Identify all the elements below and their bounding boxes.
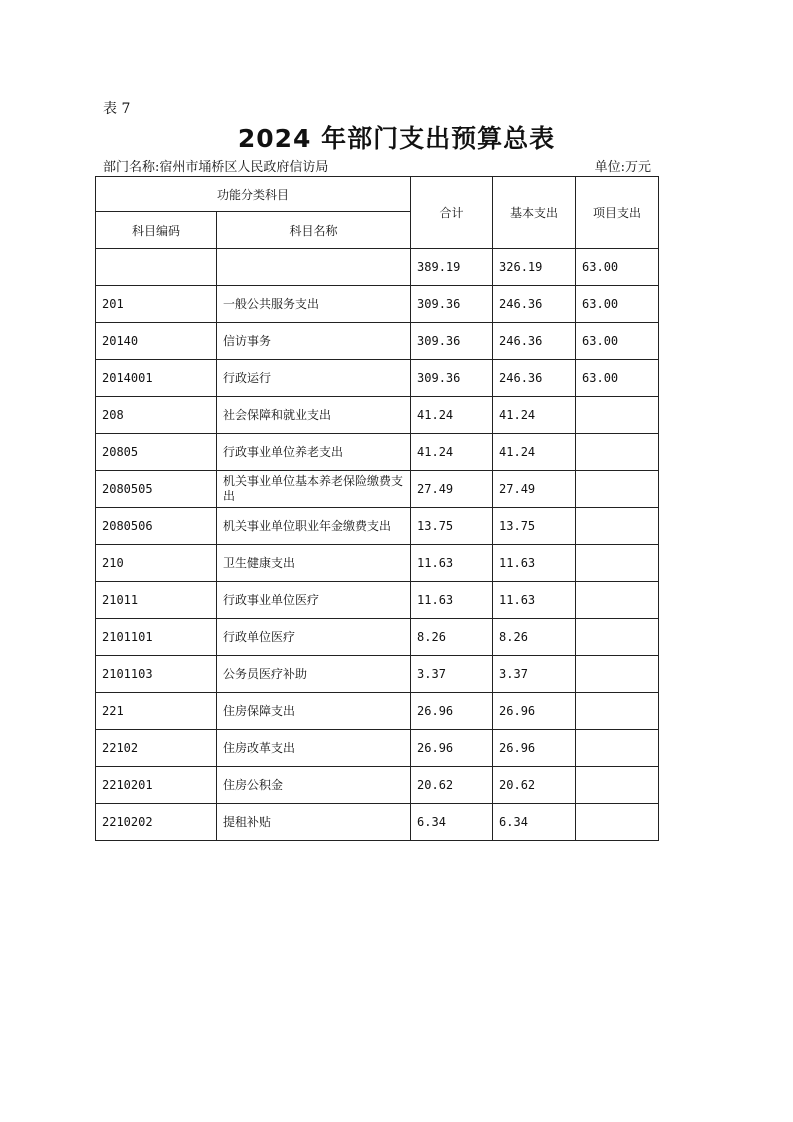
cell-subject-name: 住房保障支出 <box>217 693 411 730</box>
header-subject-name: 科目名称 <box>217 212 411 249</box>
cell-total: 27.49 <box>411 471 493 508</box>
cell-subject-code: 2210202 <box>96 804 217 841</box>
cell-subject-code: 2014001 <box>96 360 217 397</box>
cell-subject-name: 行政运行 <box>217 360 411 397</box>
cell-basic-expenditure: 326.19 <box>493 249 576 286</box>
cell-subject-code: 210 <box>96 545 217 582</box>
table-row <box>96 434 659 471</box>
cell-project-expenditure <box>576 656 659 693</box>
table-row <box>96 508 659 545</box>
unit-label: 单位:万元 <box>594 160 651 175</box>
cell-basic-expenditure: 246.36 <box>493 286 576 323</box>
cell-project-expenditure <box>576 804 659 841</box>
table-row <box>96 249 659 286</box>
table-row <box>96 730 659 767</box>
cell-subject-name: 信访事务 <box>217 323 411 360</box>
table-row <box>96 323 659 360</box>
cell-subject-name: 社会保障和就业支出 <box>217 397 411 434</box>
cell-subject-code: 221 <box>96 693 217 730</box>
cell-subject-code: 2101103 <box>96 656 217 693</box>
cell-total: 11.63 <box>411 545 493 582</box>
header-project-expenditure: 项目支出 <box>576 177 659 249</box>
cell-total: 20.62 <box>411 767 493 804</box>
cell-total: 8.26 <box>411 619 493 656</box>
cell-total: 389.19 <box>411 249 493 286</box>
cell-subject-name: 提租补贴 <box>217 804 411 841</box>
cell-project-expenditure <box>576 434 659 471</box>
table-row <box>96 471 659 508</box>
cell-basic-expenditure: 41.24 <box>493 397 576 434</box>
cell-project-expenditure <box>576 397 659 434</box>
cell-basic-expenditure: 11.63 <box>493 545 576 582</box>
cell-project-expenditure <box>576 508 659 545</box>
cell-basic-expenditure: 26.96 <box>493 730 576 767</box>
table-number: 表 7 <box>103 101 131 117</box>
cell-subject-code: 2080505 <box>96 471 217 508</box>
cell-project-expenditure <box>576 619 659 656</box>
cell-subject-name: 公务员医疗补助 <box>217 656 411 693</box>
cell-basic-expenditure: 3.37 <box>493 656 576 693</box>
cell-total: 309.36 <box>411 323 493 360</box>
table-row <box>96 360 659 397</box>
budget-table <box>95 176 659 841</box>
cell-basic-expenditure: 11.63 <box>493 582 576 619</box>
cell-subject-code: 20805 <box>96 434 217 471</box>
cell-basic-expenditure: 13.75 <box>493 508 576 545</box>
cell-subject-code: 21011 <box>96 582 217 619</box>
cell-basic-expenditure: 8.26 <box>493 619 576 656</box>
table-row <box>96 767 659 804</box>
cell-total: 41.24 <box>411 434 493 471</box>
cell-subject-name: 卫生健康支出 <box>217 545 411 582</box>
cell-total: 309.36 <box>411 360 493 397</box>
cell-basic-expenditure: 246.36 <box>493 360 576 397</box>
header-basic-expenditure: 基本支出 <box>493 177 576 249</box>
cell-total: 6.34 <box>411 804 493 841</box>
cell-subject-name: 住房改革支出 <box>217 730 411 767</box>
header-subject-code: 科目编码 <box>96 212 217 249</box>
cell-subject-name: 机关事业单位职业年金缴费支出 <box>217 508 411 545</box>
cell-total: 3.37 <box>411 656 493 693</box>
cell-subject-name: 行政事业单位医疗 <box>217 582 411 619</box>
budget-table-body <box>96 249 659 841</box>
cell-project-expenditure: 63.00 <box>576 360 659 397</box>
cell-project-expenditure <box>576 582 659 619</box>
cell-total: 309.36 <box>411 286 493 323</box>
table-row <box>96 286 659 323</box>
cell-subject-code: 22102 <box>96 730 217 767</box>
cell-project-expenditure <box>576 693 659 730</box>
cell-basic-expenditure: 26.96 <box>493 693 576 730</box>
table-row <box>96 656 659 693</box>
header-row-1 <box>96 177 659 212</box>
cell-project-expenditure <box>576 545 659 582</box>
cell-subject-name: 住房公积金 <box>217 767 411 804</box>
table-row <box>96 397 659 434</box>
cell-subject-code: 208 <box>96 397 217 434</box>
cell-subject-code: 2080506 <box>96 508 217 545</box>
cell-project-expenditure: 63.00 <box>576 323 659 360</box>
cell-project-expenditure: 63.00 <box>576 249 659 286</box>
cell-subject-name: 机关事业单位基本养老保险缴费支出 <box>217 471 411 508</box>
cell-basic-expenditure: 20.62 <box>493 767 576 804</box>
cell-project-expenditure <box>576 471 659 508</box>
table-row <box>96 693 659 730</box>
cell-total: 26.96 <box>411 730 493 767</box>
cell-project-expenditure: 63.00 <box>576 286 659 323</box>
cell-project-expenditure <box>576 767 659 804</box>
cell-basic-expenditure: 41.24 <box>493 434 576 471</box>
header-total: 合计 <box>411 177 493 249</box>
cell-subject-code: 20140 <box>96 323 217 360</box>
cell-subject-code: 201 <box>96 286 217 323</box>
cell-basic-expenditure: 6.34 <box>493 804 576 841</box>
cell-total: 11.63 <box>411 582 493 619</box>
cell-subject-name: 行政单位医疗 <box>217 619 411 656</box>
cell-subject-code <box>96 249 217 286</box>
cell-subject-name: 行政事业单位养老支出 <box>217 434 411 471</box>
table-row <box>96 582 659 619</box>
table-row <box>96 619 659 656</box>
header-function-category: 功能分类科目 <box>96 177 411 212</box>
cell-basic-expenditure: 246.36 <box>493 323 576 360</box>
cell-project-expenditure <box>576 730 659 767</box>
cell-subject-name <box>217 249 411 286</box>
cell-subject-name: 一般公共服务支出 <box>217 286 411 323</box>
cell-subject-code: 2210201 <box>96 767 217 804</box>
cell-subject-code: 2101101 <box>96 619 217 656</box>
department-name: 部门名称:宿州市埇桥区人民政府信访局 <box>103 160 329 175</box>
table-row <box>96 545 659 582</box>
page-title: 2024 年部门支出预算总表 <box>237 124 556 153</box>
table-row <box>96 804 659 841</box>
cell-total: 41.24 <box>411 397 493 434</box>
cell-total: 26.96 <box>411 693 493 730</box>
cell-basic-expenditure: 27.49 <box>493 471 576 508</box>
cell-total: 13.75 <box>411 508 493 545</box>
